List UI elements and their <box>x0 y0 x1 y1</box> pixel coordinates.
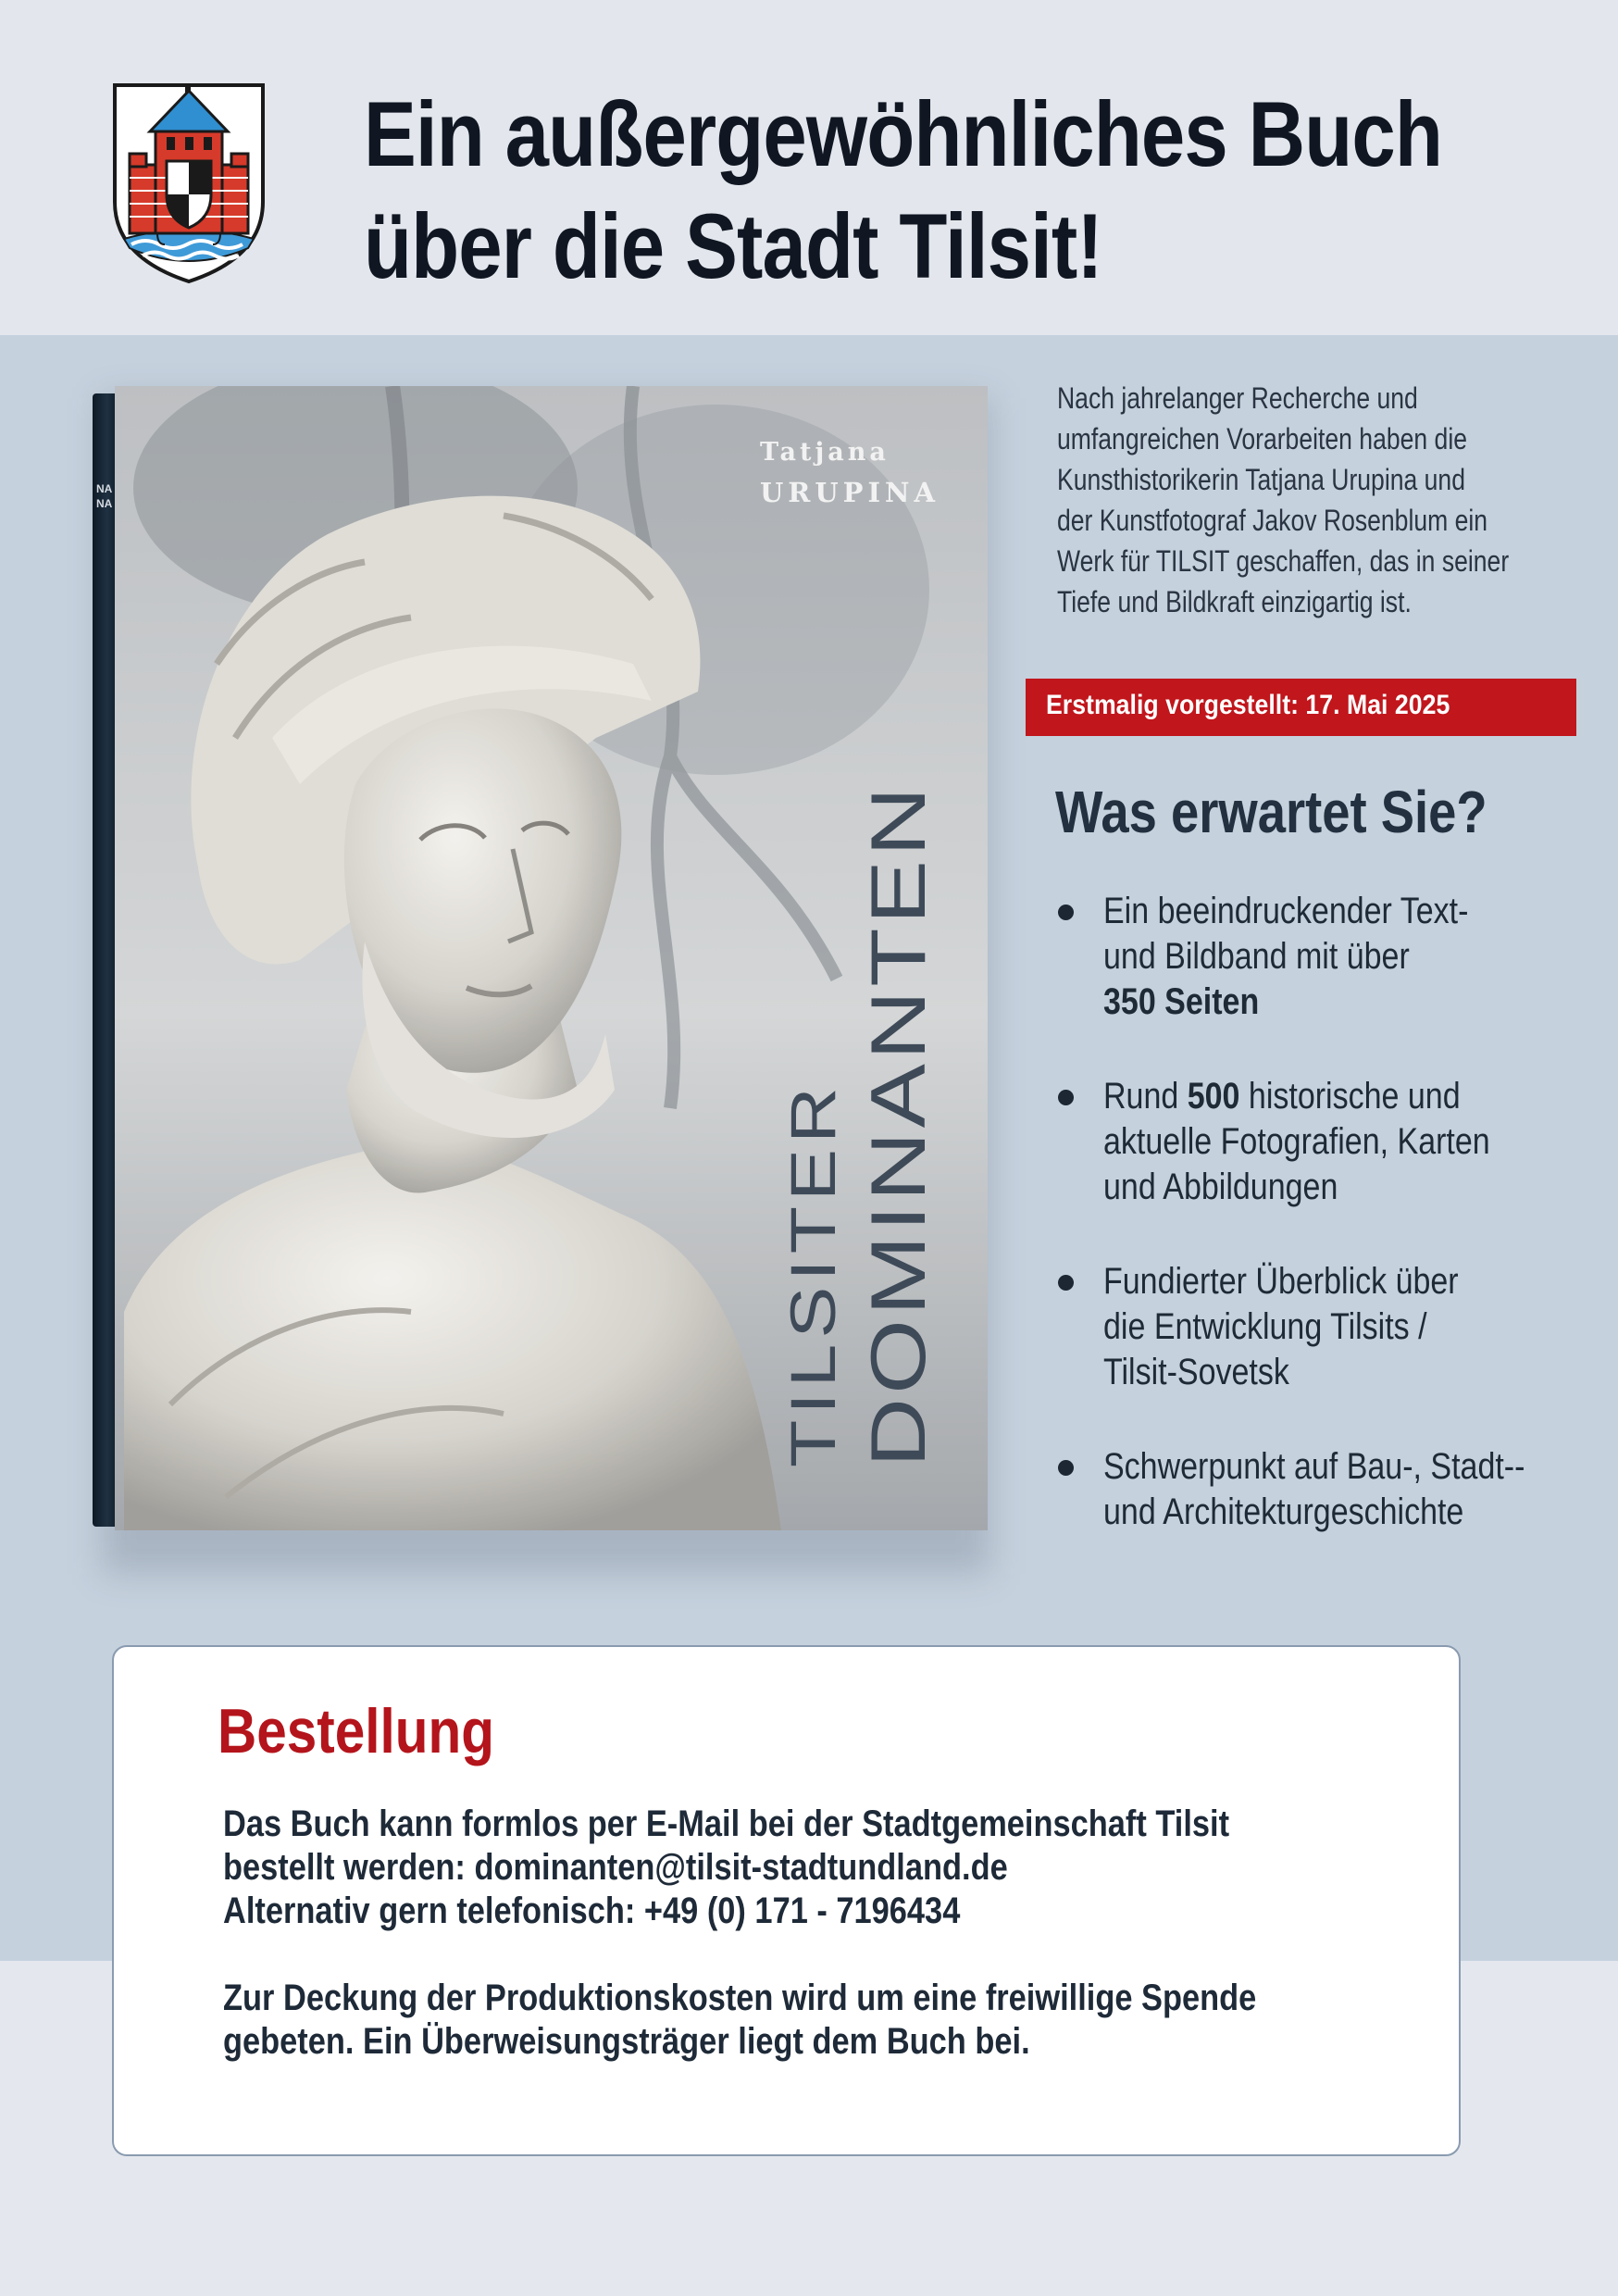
intro-paragraph: Nach jahrelanger Recherche und umfangreichen Vorarbeiten haben die Kunsthistorikerin Tatjana Urupina und der Kunstfotograf Jakov Rosenblum ein Werk für TILSIT geschaffen, das in seiner Tiefe und Bildkraft einzigartig ist. <box>1057 381 1510 618</box>
presentation-date-text: Erstmalig vorgestellt: 17. Mai 2025 <box>1046 690 1450 720</box>
cover-author-first-name: Tatjana <box>760 438 890 467</box>
order-phone-line[interactable]: Alternativ gern telefonisch: +49 (0) 171 - 7196434 <box>223 1890 961 1931</box>
cover-author-last-name: URUPINA <box>760 477 940 508</box>
book-front-cover <box>115 386 988 1530</box>
book-cover-image <box>93 386 988 1530</box>
cover-title-line-2: DOMINANTEN <box>855 782 942 1467</box>
bullet-icon <box>1058 1090 1074 1105</box>
spine-text: NA NA <box>96 482 113 510</box>
bullet-icon <box>1058 1275 1074 1291</box>
what-to-expect-heading: Was erwartet Sie? <box>1055 779 1487 845</box>
header <box>0 0 1618 335</box>
presentation-date-banner <box>1026 679 1576 736</box>
headline <box>364 78 1443 302</box>
headline-line-2: über die Stadt Tilsit! <box>364 194 1102 297</box>
order-email-line[interactable]: bestellt werden: dominanten@tilsit-stadtundland.de <box>223 1847 1008 1888</box>
book-spine <box>93 393 117 1527</box>
bullet-icon <box>1058 905 1074 920</box>
bullet-icon <box>1058 1460 1074 1476</box>
tilsit-coat-of-arms <box>109 81 268 285</box>
order-box <box>112 1645 1461 2156</box>
cover-title-line-1: TILSITER <box>777 1081 849 1467</box>
headline-line-1: Ein außergewöhnliches Buch <box>364 82 1443 185</box>
order-heading: Bestellung <box>218 1696 494 1766</box>
order-text: Das Buch kann formlos per E-Mail bei der Stadtgemeinschaft Tilsit bestellt werden: dominanten@tilsit-stadtundland.de Alternativ gern telefonisch: +49 (0) 171 - 7196434 Zur Deckung der Produktionskosten wird um eine freiwillige Spende gebeten. Ein Überweisungsträger liegt dem Buch bei. <box>223 1803 1257 2062</box>
